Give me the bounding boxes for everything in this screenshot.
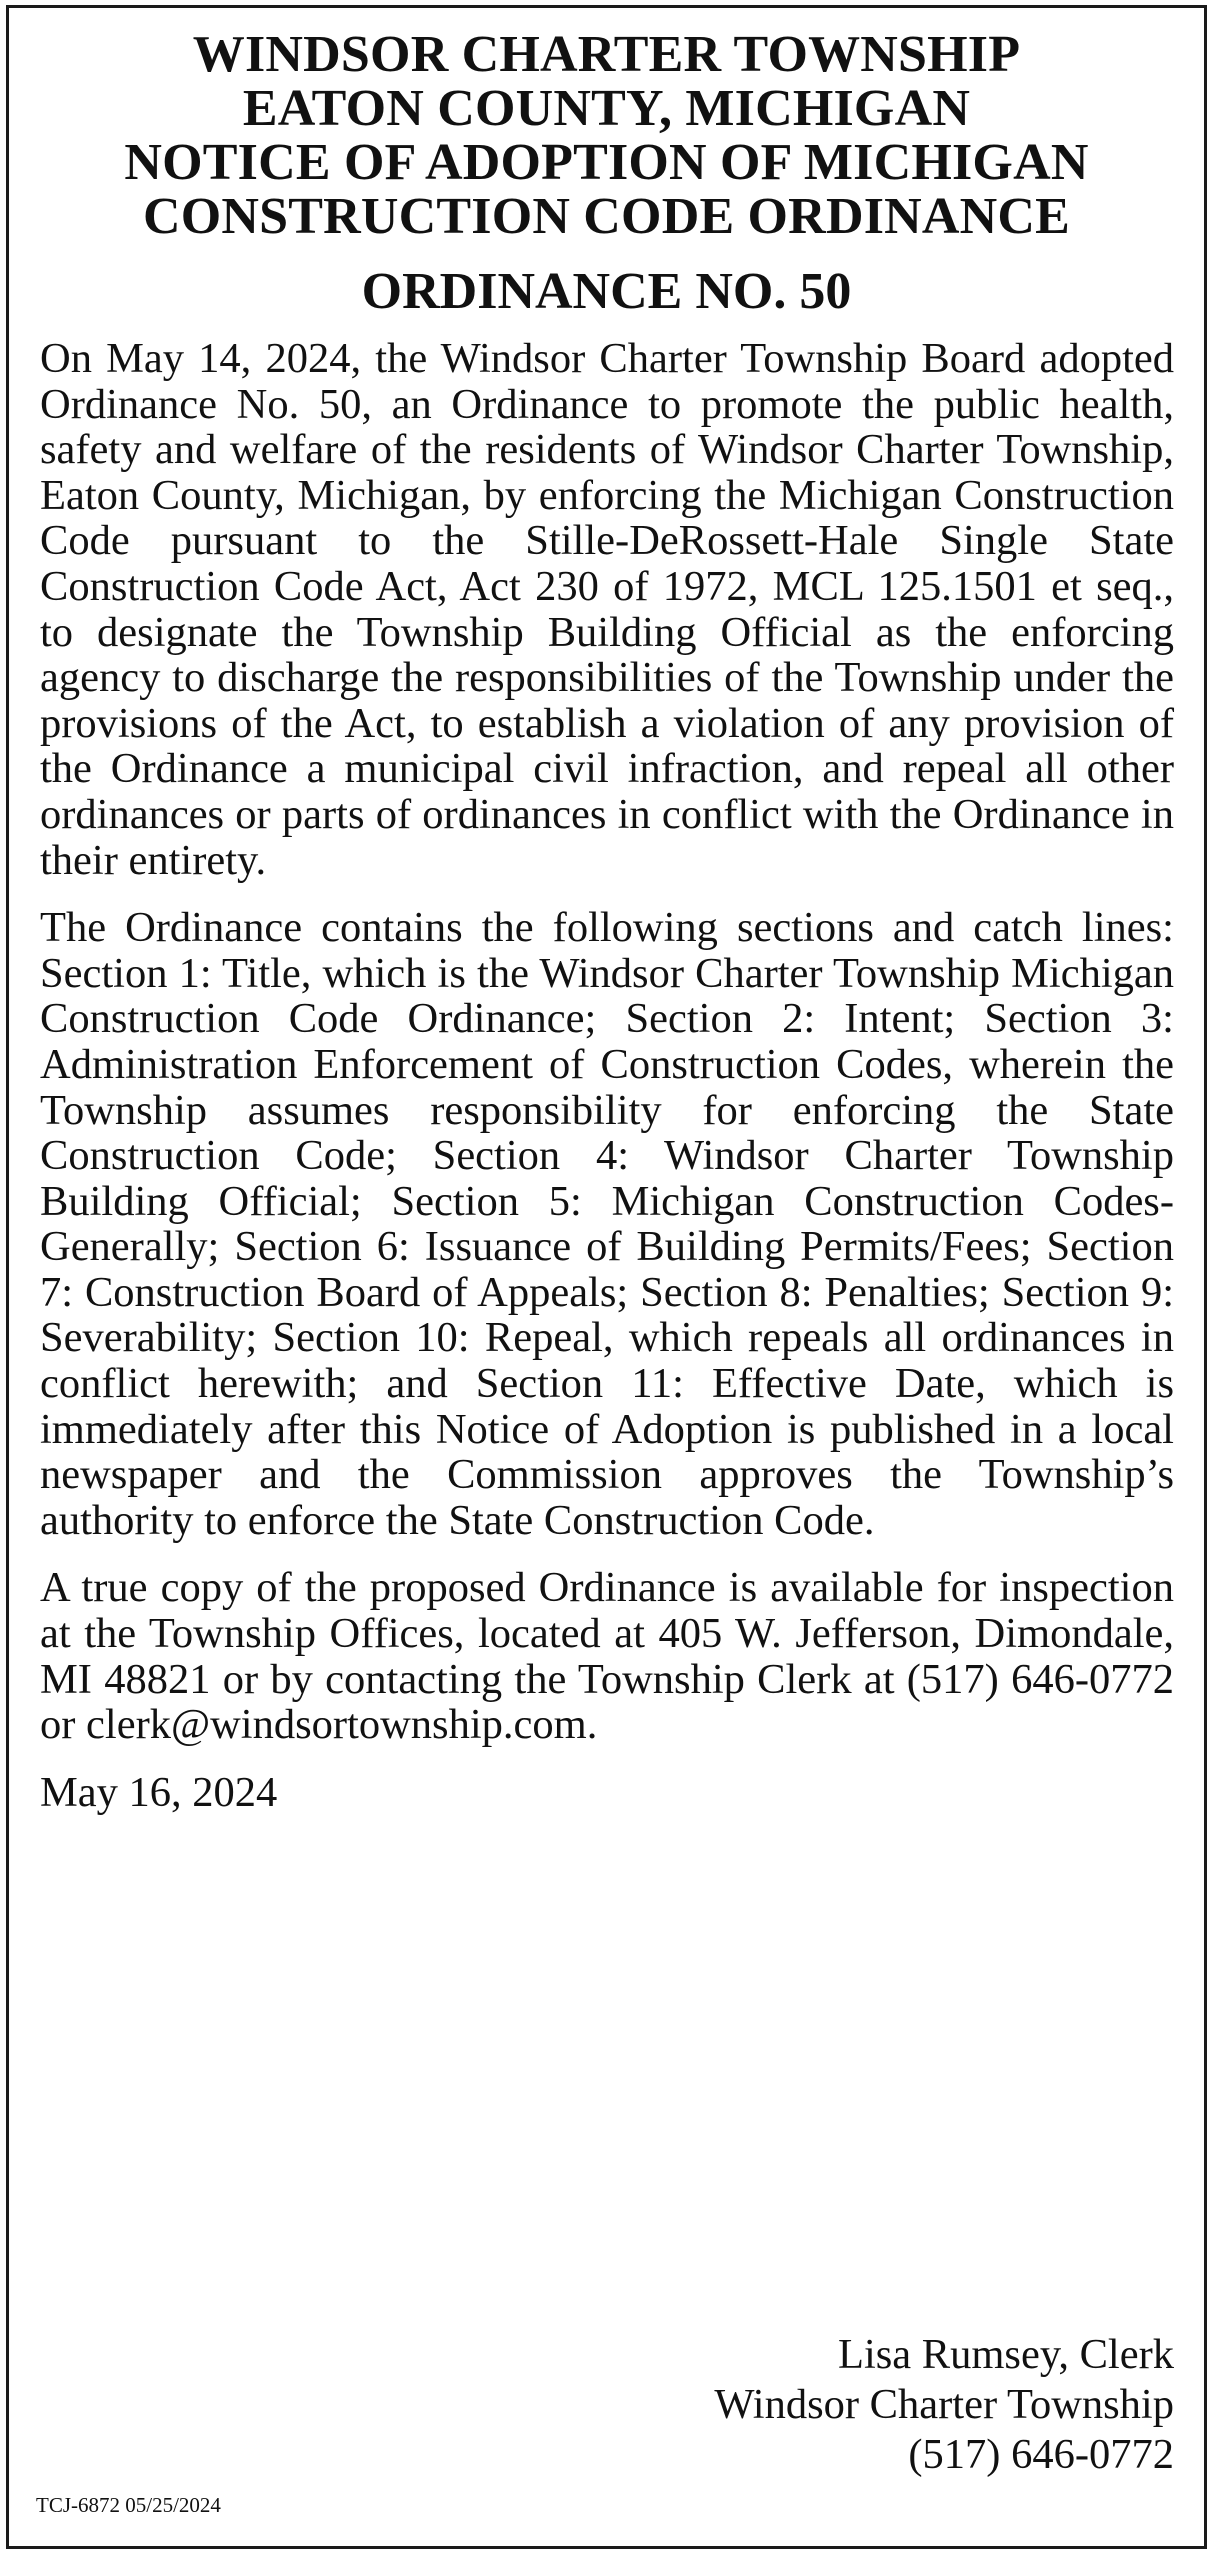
ordinance-number: ORDINANCE NO. 50 — [361, 263, 852, 320]
signature-block — [714, 2330, 1174, 2480]
heading-line-4: CONSTRUCTION CODE ORDINANCE — [142, 188, 1071, 245]
heading-line-3: NOTICE OF ADOPTION OF MICHIGAN — [124, 134, 1089, 191]
paragraph-adoption: On May 14, 2024, the Windsor Charter Township Board adopted Ordinance No. 50, an Ordinance to promote the public health, safety and welfare of the residents of Windsor Charter Township, Eaton County, Michigan, by enforcing the Michigan Construction Code pursuant to the Stille-DeRossett-Hale Single State Construction Code Act, Act 230 of 1972, MCL 125.1501 et seq., to designate the Township Building Official as the enforcing agency to discharge the responsibilities of the Township under the provisions of the Act, to establish a violation of any provision of the Ordinance a municipal civil infraction, and repeal all other ordinances or parts of ordinances in conflict with the Ordinance in their entirety. — [40, 335, 1174, 884]
paragraph-availability: A true copy of the proposed Ordinance is available for inspection at the Township Offices, located at 405 W. Jefferson, Dimondale, MI 48821 or by contacting the Township Clerk at (517) 646-0772 or clerk@windsortownship.com. — [40, 1564, 1174, 1749]
notice-heading — [9, 28, 1204, 244]
publication-code: TCJ-6872 05/25/2024 — [36, 2493, 221, 2517]
signature-phone: (517) 646-0772 — [908, 2431, 1174, 2478]
notice-date: May 16, 2024 — [40, 1768, 278, 1816]
legal-notice — [6, 5, 1207, 2549]
heading-line-2: EATON COUNTY, MICHIGAN — [242, 80, 971, 137]
signature-organization: Windsor Charter Township — [714, 2381, 1174, 2428]
signature-name: Lisa Rumsey, Clerk — [837, 2331, 1174, 2378]
paragraph-sections: The Ordinance contains the following sections and catch lines: Section 1: Title, which is the Windsor Charter Township Michigan Construction Code Ordinance; Section 2: Intent; Section 3: Administration Enforcement of Construction Codes, wherein the Township assumes responsibility for enforcing the State Construction Code; Section 4: Windsor Charter Township Building Official; Section 5: Michigan Construction Codes-Generally; Section 6: Issuance of Building Permits/Fees; Section 7: Construction Board of Appeals; Section 8: Penalties; Section 9: Severability; Section 10: Repeal, which repeals all ordinances in conflict herewith; and Section 11: Effective Date, which is immediately after this Notice of Adoption is published in a local newspaper and the Commission approves the Township’s authority to enforce the State Construction Code. — [40, 904, 1174, 1544]
notice-body — [9, 336, 1204, 1816]
heading-line-1: WINDSOR CHARTER TOWNSHIP — [192, 26, 1021, 83]
